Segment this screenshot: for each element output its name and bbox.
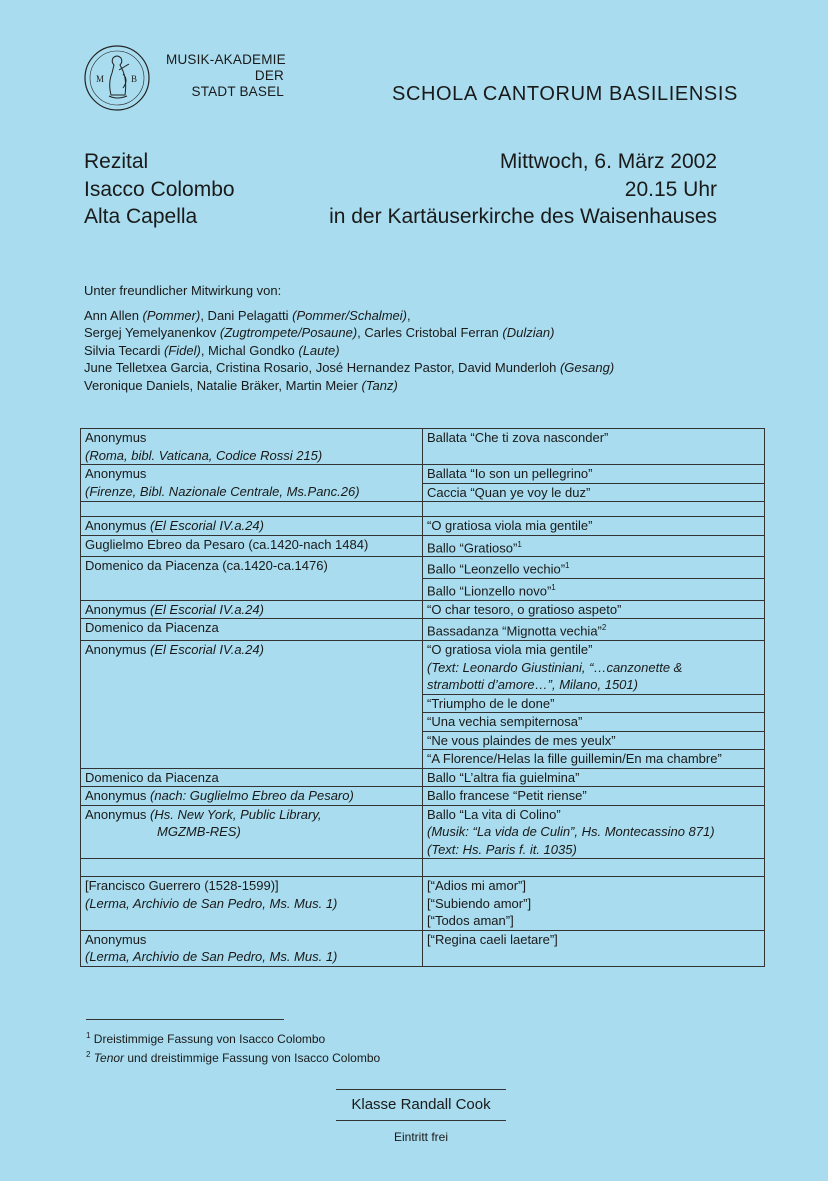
composer-cell [81, 535, 423, 557]
school-name: SCHOLA CANTORUM BASILIENSIS [392, 83, 738, 105]
work-cell [423, 787, 765, 806]
text-segment: (Musik: “La vida de Culin”, Hs. Montecassino 871) [427, 824, 715, 840]
composer-cell [81, 600, 423, 619]
composer-line [85, 895, 418, 913]
footnote-rule [86, 1019, 284, 1020]
table-row [81, 619, 765, 641]
text-segment: Anonymus [85, 430, 147, 445]
work-cell [423, 694, 765, 713]
work-line [427, 806, 760, 824]
footnote-marker: 1 [551, 583, 556, 593]
text-segment: Anonymus [85, 806, 151, 822]
text-segment: (Lerma, Archivio de San Pedro, Ms. Mus. 1) [85, 895, 338, 911]
class-label: Klasse Randall Cook [336, 1089, 506, 1121]
work-line [427, 484, 760, 502]
table-row [81, 930, 765, 966]
institution-line: STADT BASEL [191, 84, 284, 99]
event-time: 20.15 Uhr [624, 177, 717, 201]
table-row [81, 429, 765, 465]
table-row [81, 641, 765, 695]
text-segment: Dreistimmige Fassung von Isacco Colombo [90, 1032, 326, 1046]
composer-line [85, 931, 418, 949]
composer-line [85, 557, 418, 575]
text-segment: MGZMB-RES) [157, 824, 241, 840]
work-line [427, 713, 760, 731]
work-cell [423, 930, 765, 966]
composer-cell [81, 517, 423, 536]
composer-line [85, 447, 418, 465]
text-segment: “Triumpho de le done” [427, 695, 555, 711]
event-venue: in der Kartäuserkirche des Waisenhauses [329, 205, 717, 228]
work-line [427, 695, 760, 713]
work-cell [423, 750, 765, 769]
text-segment: June Telletxea Garcia, Cristina Rosario, José Hernandez Pastor, David Munderloh [84, 360, 560, 375]
title-line: Rezital [84, 150, 149, 173]
table-row [81, 535, 765, 557]
composer-line [85, 619, 418, 637]
table-row [81, 877, 765, 931]
text-segment: (El Escorial IV.a.24) [150, 601, 264, 617]
institution-line: DER [254, 68, 284, 83]
composer-line [85, 465, 418, 483]
performer-name: Isacco Colombo [84, 177, 235, 201]
footnote-marker: 2 [86, 1050, 91, 1059]
text-segment: und dreistimmige Fassung von Isacco Colombo [124, 1051, 381, 1065]
work-cell [423, 517, 765, 536]
text-segment: Sergej Yemelyanenkov [84, 325, 220, 340]
text-segment: (Text: Hs. Paris f. it. 1035) [427, 841, 577, 857]
event-date: Mittwoch, 6. März 2002 [499, 150, 717, 173]
text-segment: (Laute) [298, 342, 340, 358]
work-cell [423, 805, 765, 859]
work-line [427, 579, 760, 600]
text-segment: Domenico da Piacenza (ca.1420-ca.1476) [85, 558, 328, 574]
work-cell [423, 600, 765, 619]
composer-cell [81, 768, 423, 787]
work-cell [423, 465, 765, 484]
text-segment: , Carles Cristobal Ferran [357, 325, 503, 340]
composer-line [85, 948, 418, 966]
work-cell [423, 619, 765, 641]
institution-line: MUSIK-AKADEMIE [166, 52, 286, 67]
table-spacer-row [81, 859, 765, 877]
text-segment: Veronique Daniels, Natalie Bräker, Martin Meier [84, 377, 362, 393]
composer-cell [81, 930, 423, 966]
work-cell [423, 641, 765, 695]
composer-line [85, 823, 418, 841]
text-segment: Ballo “Lionzello novo” [427, 583, 552, 599]
text-segment: Caccia “Quan ye voy le duz” [427, 484, 591, 500]
text-segment: (Firenze, Bibl. Nazionale Centrale, Ms.Panc.26) [85, 483, 360, 499]
work-cell [423, 579, 765, 601]
composer-line [85, 483, 418, 501]
text-segment: (El Escorial IV.a.24) [150, 518, 264, 533]
logo-letter-left: M [96, 74, 105, 84]
text-segment: (Hs. New York, Public Library, [150, 806, 322, 822]
work-line [427, 787, 760, 805]
text-segment: Ballo “La vita di Colino” [427, 806, 561, 822]
text-segment: Guglielmo Ebreo da Pesaro (ca.1420-nach 1484) [85, 536, 369, 552]
text-segment: “Una vechia sempiternosa” [427, 714, 583, 730]
contributors [84, 282, 614, 394]
work-line [427, 465, 760, 483]
table-spacer-row [81, 502, 765, 517]
table-row [81, 517, 765, 536]
contributor-line [84, 324, 614, 342]
composer-line [85, 601, 418, 619]
composer-cell [81, 641, 423, 769]
composer-line [85, 787, 418, 805]
composer-cell [81, 429, 423, 465]
work-cell [423, 768, 765, 787]
work-cell [423, 731, 765, 750]
composer-cell [81, 877, 423, 931]
composer-cell [81, 465, 423, 502]
text-segment: (Pommer) [142, 307, 201, 323]
footnote-marker: 2 [601, 623, 607, 633]
recital-title [84, 148, 235, 231]
text-segment: (Gesang) [559, 360, 615, 375]
work-cell [423, 557, 765, 579]
work-line [427, 895, 760, 913]
text-segment: Anonymus [85, 466, 147, 481]
event-details [329, 148, 717, 231]
text-segment: [“Adios mi amor”] [427, 878, 526, 894]
work-cell [423, 429, 765, 465]
logo-letter-right: B [131, 74, 138, 84]
text-segment: [“Subiendo amor”] [427, 895, 532, 911]
text-segment: , Michal Gondko [200, 342, 299, 358]
work-line [427, 732, 760, 750]
text-segment: (Zugtrompete/Posaune) [219, 325, 358, 340]
work-line [427, 619, 760, 640]
composer-line [85, 536, 418, 554]
composer-cell [81, 805, 423, 859]
work-cell [423, 483, 765, 502]
table-row [81, 805, 765, 859]
contributor-line [84, 359, 614, 377]
text-segment: Anonymus [85, 788, 151, 804]
work-line [427, 750, 760, 768]
footnote-line [86, 1028, 380, 1047]
text-segment: (Text: Leonardo Giustiniani, “…canzonette & [427, 659, 683, 675]
table-row [81, 600, 765, 619]
text-segment: [“Regina caeli laetare”] [427, 931, 558, 947]
work-line [427, 676, 760, 694]
text-segment: (Dulzian) [502, 325, 555, 340]
text-segment: strambotti d’amore…”, Milano, 1501) [427, 677, 638, 693]
text-segment: Ann Allen [84, 307, 143, 323]
admission-note: Eintritt frei [393, 1130, 448, 1144]
text-segment: “O gratiosa viola mia gentile” [427, 642, 593, 658]
text-segment: Anonymus [85, 931, 147, 947]
text-segment: (Lerma, Archivio de San Pedro, Ms. Mus. 1) [85, 949, 338, 965]
work-line [427, 659, 760, 677]
composer-line [85, 517, 418, 535]
work-cell [423, 713, 765, 732]
text-segment: “A Florence/Helas la fille guillemin/En ma chambre” [427, 751, 722, 767]
composer-cell [81, 619, 423, 641]
table-row [81, 465, 765, 484]
text-segment: Anonymus [85, 642, 151, 658]
text-segment: Tenor [93, 1051, 125, 1065]
work-line [427, 877, 760, 895]
text-segment: Ballo “L’altra fia guielmina” [427, 769, 580, 785]
composer-line [85, 806, 418, 824]
table-row [81, 787, 765, 806]
work-line [427, 931, 760, 949]
text-segment: Silvia Tecardi [84, 342, 164, 358]
composer-line [85, 429, 418, 447]
footnotes [86, 1028, 380, 1066]
text-segment: (nach: Guglielmo Ebreo da Pesaro) [150, 788, 354, 804]
program-table [80, 428, 765, 967]
footnote-marker: 1 [517, 539, 522, 549]
work-line [427, 641, 760, 659]
work-line [427, 601, 760, 619]
text-segment: Anonymus [85, 601, 151, 617]
composer-line [85, 641, 418, 659]
text-segment: Domenico da Piacenza [85, 620, 219, 636]
contributors-list [84, 307, 614, 395]
footnote-marker: 1 [565, 561, 570, 571]
work-line [427, 429, 760, 447]
text-segment: (Fidel) [163, 342, 201, 358]
text-segment: (Pommer/Schalmei) [292, 307, 407, 323]
contributor-line [84, 342, 614, 360]
work-line [427, 557, 760, 578]
work-cell [423, 535, 765, 557]
text-segment: [Francisco Guerrero (1528-1599)] [85, 878, 279, 894]
text-segment: “O gratiosa viola mia gentile” [427, 518, 593, 533]
composer-cell [81, 787, 423, 806]
work-line [427, 517, 760, 535]
text-segment: Domenico da Piacenza [85, 769, 219, 785]
text-segment: , [406, 307, 411, 323]
work-cell [423, 877, 765, 931]
table-row [81, 557, 765, 579]
academy-logo [83, 44, 151, 112]
text-segment: Ballata “Che ti zova nasconder” [427, 430, 609, 445]
work-line [427, 769, 760, 787]
text-segment: Ballo francese “Petit riense” [427, 788, 587, 804]
text-segment: , Dani Pelagatti [200, 307, 293, 323]
composer-line [85, 769, 418, 787]
ensemble-name: Alta Capella [84, 205, 198, 228]
contributors-intro: Unter freundlicher Mitwirkung von: [84, 283, 282, 298]
institution-name [166, 52, 284, 100]
work-line [427, 841, 760, 859]
contributor-line [84, 307, 614, 325]
footnote-line [86, 1047, 380, 1066]
text-segment: Bassadanza “Mignotta vechia” [427, 623, 602, 639]
text-segment: (Roma, bibl. Vaticana, Codice Rossi 215) [85, 447, 323, 463]
composer-line [85, 877, 418, 895]
work-line [427, 823, 760, 841]
text-segment: (El Escorial IV.a.24) [150, 642, 264, 658]
text-segment: Anonymus [85, 518, 151, 533]
text-segment: Ballata “Io son un pellegrino” [427, 466, 593, 481]
composer-cell [81, 557, 423, 601]
text-segment: Ballo “Leonzello vechio” [427, 561, 566, 577]
footnote-marker: 1 [86, 1031, 91, 1040]
text-segment: (Tanz) [361, 377, 398, 393]
work-line [427, 912, 760, 930]
text-segment: [“Todos aman”] [427, 913, 514, 929]
table-row [81, 768, 765, 787]
text-segment: Ballo “Gratioso” [427, 539, 518, 555]
text-segment: “O char tesoro, o gratioso aspeto” [427, 601, 622, 617]
contributor-line [84, 377, 614, 395]
text-segment: “Ne vous plaindes de mes yeulx” [427, 732, 616, 748]
work-line [427, 536, 760, 557]
